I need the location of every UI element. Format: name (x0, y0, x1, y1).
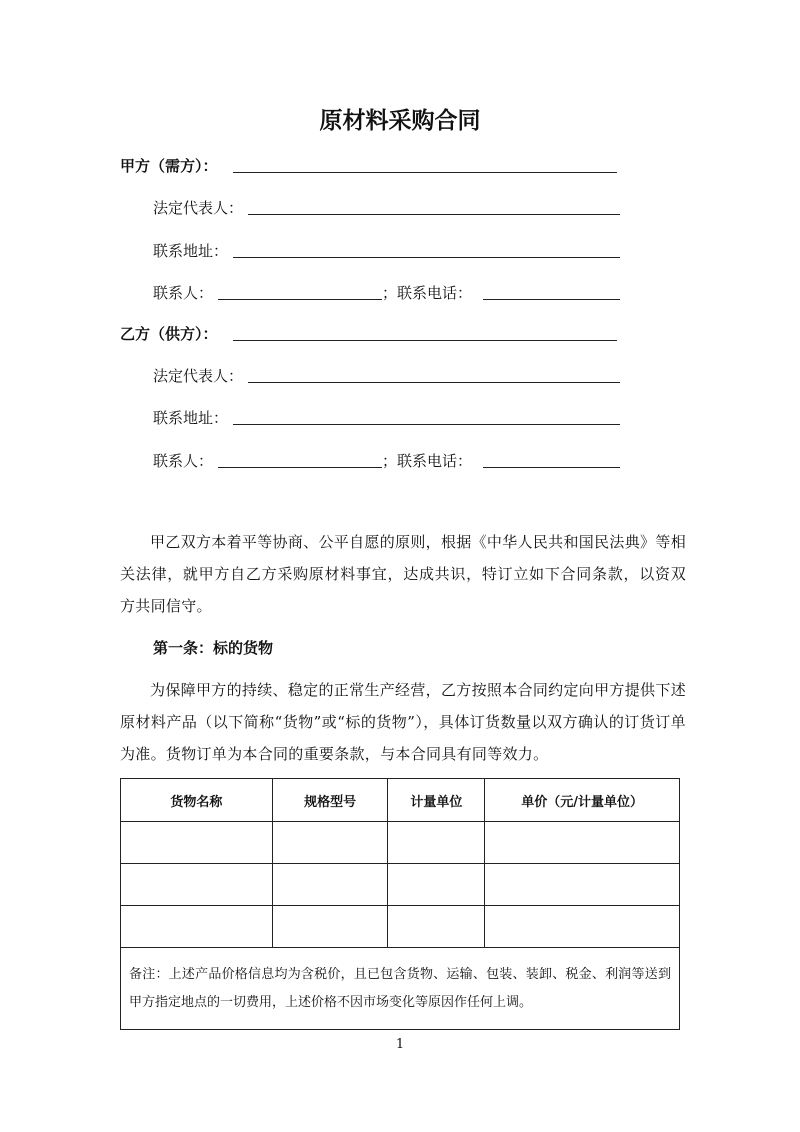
table-cell[interactable] (121, 822, 273, 864)
page-number: 1 (395, 1037, 405, 1052)
goods-table-note-row (121, 948, 680, 1030)
table-cell[interactable] (121, 864, 273, 906)
table-row (121, 906, 680, 948)
table-cell[interactable] (272, 822, 388, 864)
party-b-legal-rep-line[interactable] (248, 382, 620, 383)
table-cell[interactable] (485, 864, 680, 906)
goods-table (120, 778, 680, 1030)
page-title: 原材料采购合同 (319, 108, 481, 134)
party-b-address-line[interactable] (233, 424, 620, 425)
table-cell[interactable] (121, 906, 273, 948)
table-row (121, 864, 680, 906)
party-b-legal-rep-label: 法定代表人： (153, 367, 244, 385)
party-a-address-line[interactable] (233, 257, 620, 258)
intro-paragraph: 甲乙双方本着平等协商、公平自愿的原则，根据《中华人民共和国民法典》等相关法律，就甲方自乙方采购原材料事宜，达成共识，特订立如下合同条款，以资双方共同信守。 (120, 533, 686, 615)
header-unit-price: 单价（元/计量单位） (485, 779, 680, 822)
party-b-address-label: 联系地址： (153, 409, 229, 427)
party-b-label: 乙方（供方）： (120, 325, 218, 343)
table-cell[interactable] (272, 864, 388, 906)
party-a-fill-line[interactable] (233, 172, 617, 173)
party-b-contact-label: 联系人： (153, 452, 214, 470)
party-a-contact-line[interactable] (218, 299, 382, 300)
party-a-phone-label: ；联系电话： (382, 284, 473, 302)
party-a-legal-rep-label: 法定代表人： (153, 199, 244, 217)
header-spec-model: 规格型号 (272, 779, 388, 822)
goods-table-header-row (121, 779, 680, 822)
header-goods-name: 货物名称 (121, 779, 273, 822)
party-a-label: 甲方（需方）： (120, 157, 218, 175)
party-b-contact-line[interactable] (218, 467, 382, 468)
party-a-contact-label: 联系人： (153, 284, 214, 302)
table-row (121, 822, 680, 864)
party-b-phone-label: ；联系电话： (382, 452, 473, 470)
party-b-fill-line[interactable] (233, 340, 617, 341)
party-a-phone-line[interactable] (483, 299, 620, 300)
goods-table-note: 备注：上述产品价格信息均为含税价，且已包含货物、运输、包装、装卸、税金、利润等送到甲方指定地点的一切费用，上述价格不因市场变化等原因作任何上调。 (121, 948, 680, 1030)
table-cell[interactable] (388, 864, 485, 906)
article-1-heading: 第一条：标的货物 (153, 639, 274, 657)
table-cell[interactable] (388, 822, 485, 864)
header-unit: 计量单位 (388, 779, 485, 822)
table-cell[interactable] (485, 822, 680, 864)
table-cell[interactable] (485, 906, 680, 948)
article-1-body: 为保障甲方的持续、稳定的正常生产经营，乙方按照本合同约定向甲方提供下述原材料产品（以下简称“货物”或“标的货物”），具体订货数量以双方确认的订货订单为准。货物订单为本合同的重要条款，与本合同具有同等效力。 (120, 681, 686, 763)
party-a-legal-rep-line[interactable] (248, 214, 620, 215)
party-a-address-label: 联系地址： (153, 242, 229, 260)
table-cell[interactable] (272, 906, 388, 948)
party-b-phone-line[interactable] (483, 467, 620, 468)
table-cell[interactable] (388, 906, 485, 948)
